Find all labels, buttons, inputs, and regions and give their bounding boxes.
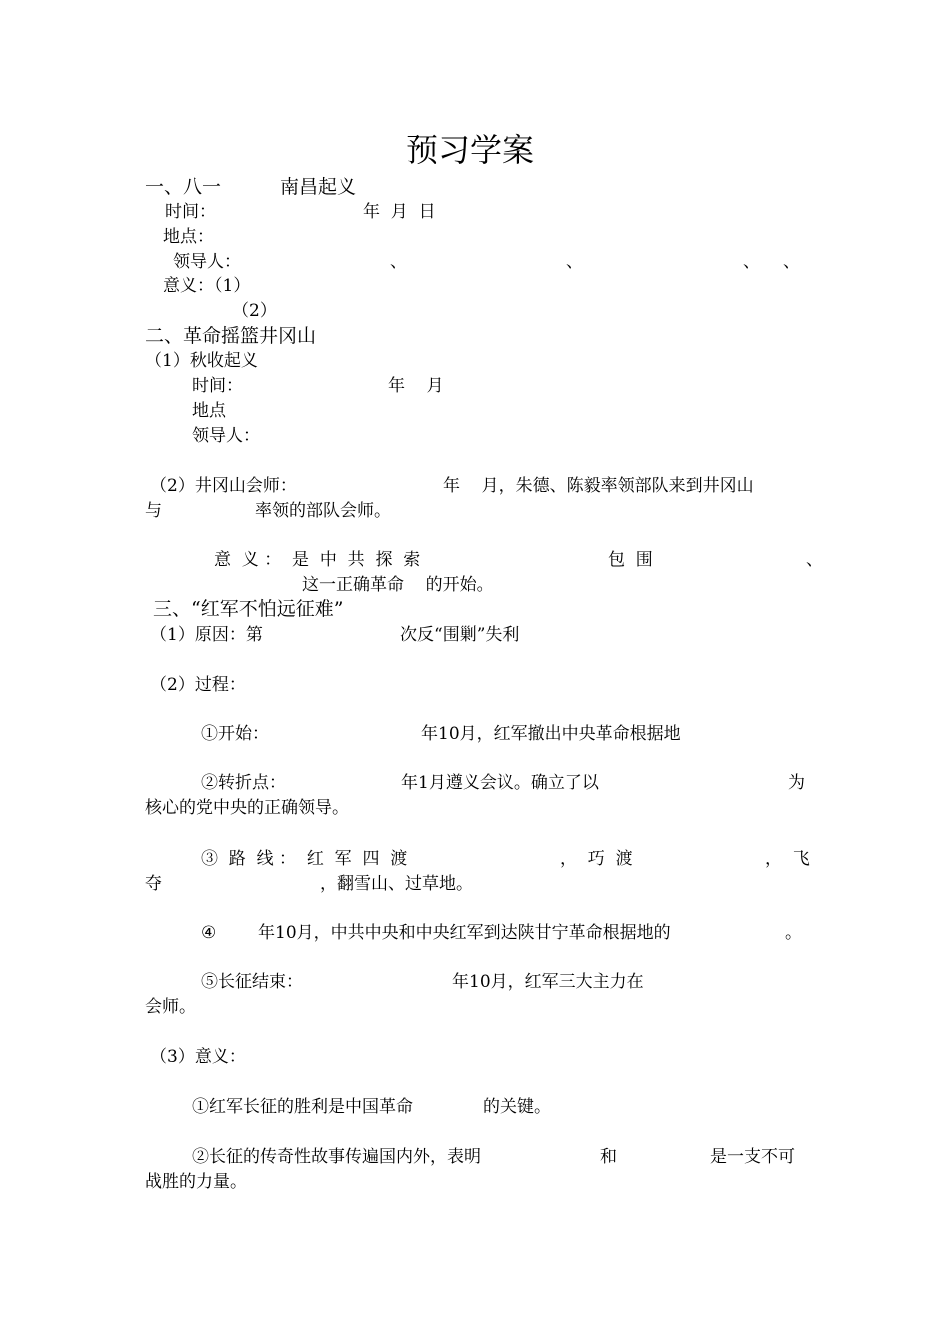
section1-leader-separator: 、 — [783, 252, 800, 272]
page-title: 预习学案 — [406, 131, 535, 169]
process-step3-cross: ， 巧 渡 — [560, 849, 633, 869]
section3-cause-text: 次反“围剿”失利 — [400, 625, 520, 645]
section1-leader-separator: 、 — [390, 252, 407, 272]
meaning-item1-text: ①红军长征的胜利是中国革命 — [192, 1097, 413, 1117]
process-step1-text: 年10月，红军撤出中央革命根据地 — [421, 724, 681, 744]
section2-meaning-encircle: 包 围 — [608, 550, 653, 570]
section2-time-units: 年 月 — [388, 376, 444, 396]
section2-sub2-end: 率领的部队会师。 — [255, 501, 391, 521]
meaning-item2-text: ②长征的传奇性故事传遍国内外，表明 — [192, 1147, 481, 1167]
section2-leader-label: 领导人： — [192, 426, 260, 446]
section1-time-units: 年 月 日 — [363, 202, 436, 222]
section1-meaning-2: （2） — [232, 301, 277, 321]
section2-sub2-text: 年 月，朱德、陈毅率领部队来到井冈山 — [443, 476, 754, 496]
section2-meaning-separator: 、 — [806, 550, 823, 570]
section3-heading: 三、“红军不怕远征难” — [153, 598, 344, 620]
section1-heading-number: 一、八一 — [145, 176, 222, 198]
section2-time-label: 时间： — [192, 376, 243, 396]
section3-process-label: （2）过程： — [150, 675, 246, 695]
section1-time-label: 时间： — [165, 202, 216, 222]
section1-leader-label: 领导人： — [173, 252, 241, 272]
process-step2-text: 年1月遵义会议。确立了以 — [401, 773, 599, 793]
process-step4-end: 。 — [785, 923, 802, 943]
meaning-item2-end: 战胜的力量。 — [145, 1172, 247, 1192]
meaning-item2-cont: 是一支不可 — [710, 1147, 795, 1167]
process-step1-label: ①开始： — [201, 724, 269, 744]
meaning-item2-and: 和 — [600, 1147, 617, 1167]
section3-cause-label: （1）原因：第 — [150, 625, 263, 645]
process-step3-label: ③ 路 线 ： 红 军 四 渡 — [201, 849, 408, 869]
process-step2-as: 为 — [788, 773, 805, 793]
process-step3-seize: 夺 — [145, 874, 162, 894]
process-step5-text: 年10月，红军三大主力在 — [452, 972, 644, 992]
section1-leader-separator: 、 — [566, 252, 583, 272]
process-step4-text: 年10月，中共中央和中央红军到达陕甘宁革命根据地的 — [258, 923, 671, 943]
process-step2-label: ②转折点： — [201, 773, 286, 793]
section1-leader-separator: 、 — [743, 252, 760, 272]
section2-heading: 二、革命摇篮井冈山 — [145, 325, 317, 347]
section2-sub2-label: （2）井冈山会师： — [150, 476, 297, 496]
process-step4-label: ④ — [201, 923, 217, 943]
section2-meaning-label: 意 义 ： 是 中 共 探 索 — [214, 550, 421, 570]
process-step5-label: ⑤长征结束： — [201, 972, 303, 992]
process-step2-end: 核心的党中央的正确领导。 — [145, 798, 349, 818]
section1-place-label: 地点： — [163, 227, 214, 247]
section3-meaning-label: （3）意义： — [150, 1047, 246, 1067]
process-step3-end: ，翻雪山、过草地。 — [320, 874, 473, 894]
section2-sub1: （1）秋收起义 — [145, 351, 258, 371]
meaning-item1-end: 的关键。 — [483, 1097, 551, 1117]
section2-place-label: 地点 — [192, 401, 226, 421]
process-step5-end: 会师。 — [145, 997, 196, 1017]
section2-sub2-with: 与 — [145, 501, 162, 521]
section2-meaning-end: 这一正确革命 的开始。 — [302, 575, 494, 595]
section1-heading-title: 南昌起义 — [280, 176, 357, 198]
process-step3-fly: ， 飞 — [765, 849, 810, 869]
section1-meaning-label: 意义：（1） — [163, 276, 251, 296]
